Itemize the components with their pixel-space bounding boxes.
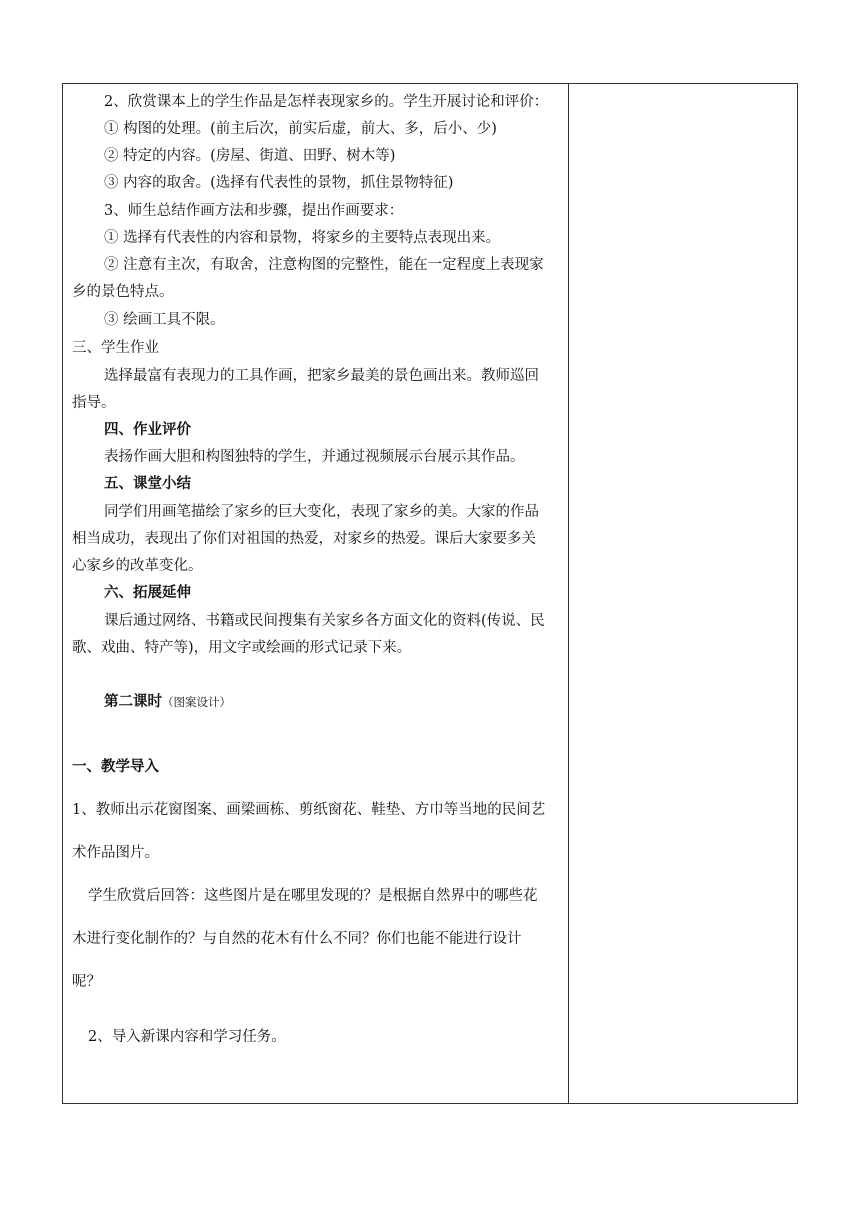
section-heading: 四、作业评价 — [104, 421, 191, 438]
paragraph-line: ① 选择有代表性的内容和景物，将家乡的主要特点表现出来。 — [104, 230, 501, 246]
paragraph-line: 1、教师出示花窗图案、画梁画栋、剪纸窗花、鞋垫、方巾等当地的民间艺 — [72, 802, 546, 818]
paragraph-line: 学生欣赏后回答：这些图片是在哪里发现的？是根据自然界中的哪些花 — [88, 888, 538, 904]
lesson-title: 第二课时 — [104, 693, 162, 710]
paragraph-line: 心家乡的改革变化。 — [72, 558, 203, 574]
notes-cell — [569, 84, 797, 1103]
paragraph-line: 2、欣赏课本上的学生作品是怎样表现家乡的。学生开展讨论和评价： — [104, 94, 549, 110]
section-heading: 五、课堂小结 — [104, 475, 191, 492]
paragraph-line: 乡的景色特点。 — [72, 284, 174, 300]
paragraph-line: 选择最富有表现力的工具作画，把家乡最美的景色画出来。教师巡回 — [104, 368, 539, 384]
paragraph-line: ① 构图的处理。(前主后次，前实后虚，前大、多，后小、少) — [104, 121, 497, 137]
paragraph-line: 相当成功，表现出了你们对祖国的热爱，对家乡的热爱。课后大家要多关 — [72, 531, 536, 547]
paragraph-line: 歌、戏曲、特产等)，用文字或绘画的形式记录下来。 — [72, 640, 412, 656]
lesson-subtitle: （图案设计） — [162, 695, 231, 709]
section-heading: 六、拓展延伸 — [104, 584, 191, 601]
paragraph-line: ② 特定的内容。(房屋、街道、田野、树木等) — [104, 148, 396, 164]
paragraph-line: 指导。 — [72, 395, 116, 411]
section-heading: 三、学生作业 — [72, 340, 159, 356]
paragraph-line: 2、导入新课内容和学习任务。 — [88, 1029, 286, 1045]
paragraph-line: ③ 内容的取舍。(选择有代表性的景物，抓住景物特征) — [104, 175, 454, 191]
paragraph-line: 课后通过网络、书籍或民间搜集有关家乡各方面文化的资料(传说、民 — [104, 613, 545, 629]
paragraph-line: ③ 绘画工具不限。 — [104, 312, 225, 328]
section-heading: 一、教学导入 — [72, 758, 159, 775]
paragraph-line: 同学们用画笔描绘了家乡的巨大变化，表现了家乡的美。大家的作品 — [104, 504, 539, 520]
lesson-heading — [104, 693, 610, 711]
paragraph-line: 术作品图片。 — [72, 845, 159, 861]
paragraph-line: 呢？ — [72, 974, 101, 990]
paragraph-line: 木进行变化制作的？与自然的花木有什么不同？你们也能不能进行设计 — [72, 931, 522, 947]
paragraph-line: 表扬作画大胆和构图独特的学生，并通过视频展示台展示其作品。 — [104, 449, 525, 465]
paragraph-line: 3、师生总结作画方法和步骤，提出作画要求： — [104, 203, 404, 219]
paragraph-line: ② 注意有主次，有取舍，注意构图的完整性，能在一定程度上表现家 — [104, 257, 544, 273]
